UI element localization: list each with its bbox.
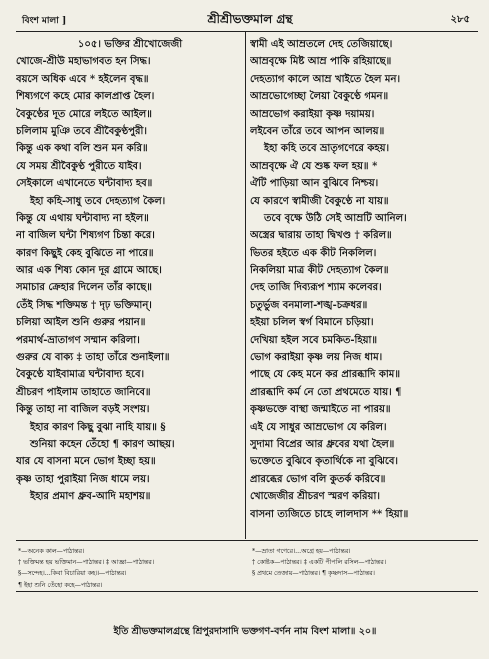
verse-line: পরমার্থ-ভ্রাতাগণ সম্মান করিলা। xyxy=(16,334,140,346)
verse-line: যে কারণে স্বামীজী বৈকুণ্ঠে না যায়॥ xyxy=(250,195,389,207)
footnote-line: † ভক্তিমন্ত হয় ভক্তিমান—পাঠান্তর। ‡ আজ্ঞা—পাঠান্তর। xyxy=(18,559,154,567)
footnote-line: † কোষ্টক—পাঠান্তর। ‡ একটি পীপলি রসিল—পাঠান্তর। xyxy=(252,559,386,567)
verse-line: আর এক শিষ্য কোন দূর গ্রামে আছে। xyxy=(16,265,162,277)
verse-line: ইহার প্রমাণ ধ্রুব-আদি মহাশয়॥ xyxy=(30,491,151,503)
footnote-line: ¶ ইহা শুনি তেঁহো কহে—পাঠান্তর। xyxy=(18,581,103,589)
verse-line: যার যে বাসনা মনে ভোগ ইচ্ছা হয়॥ xyxy=(16,456,156,468)
verse-line: প্রারব্ধাদি কর্ম নে তো প্রথমেতে যায়। ¶ xyxy=(250,386,402,398)
footnote-line: *—ভ্রাতা গণেরে।...অগ্রে হয়—পাঠান্তর। xyxy=(252,548,351,555)
footnote-line: § প্রথমে তেজায়—পাঠান্তর। ¶ কৃষ্ণদাস—পাঠান্তর। xyxy=(252,570,375,578)
verse-line: না বাজিল ঘন্টা শিষ্যগণ চিন্তা করে। xyxy=(16,230,155,242)
verse-line: চলিয়া আইল শুনি গুরুর পয়ান॥ xyxy=(16,317,146,329)
verse-line: বাসনা ত্যজিতে চাহে লালদাস ** হিয়া॥ xyxy=(250,508,409,520)
book-title: শ্রীশ্রীভক্তমাল গ্রন্থ xyxy=(207,12,293,26)
book-page xyxy=(10,9,480,649)
verse-line: সেইকালে এখানেতে ঘন্টাবাদ্য হব॥ xyxy=(16,178,153,190)
verse-line: লইবেন তাঁরে তবে আপন আলয়॥ xyxy=(250,125,385,137)
verse-line: ঐটি পাড়িয়া আন বুঝিবে নিশ্চয়। xyxy=(250,178,379,190)
verse-line: শুনিয়া কহেন তেঁহো ¶ কারণ আছয়। xyxy=(30,438,175,450)
verse-line: ভক্তেতে বুঝিবে কৃতার্থিকে না বুঝিবে। xyxy=(250,456,398,468)
verse-line: আম্রবৃক্ষে মিষ্ট আম্র পাকি রহিয়াছে॥ xyxy=(250,56,392,68)
verse-line: এই যে সাধুর আম্রভোগ যে করিল। xyxy=(250,421,387,433)
footnote-line: §—সন্দেহ।...কিবা বিচারিয়া কহ॥—পাঠান্তর। xyxy=(18,570,127,578)
verse-line: চতুর্ভুজ বনমালা-শঙ্খ-চক্রধর॥ xyxy=(250,299,368,311)
section-heading: ১০৫। ভক্তির শ্রীখোজেজী xyxy=(77,39,183,50)
verse-line: দেহ তাজি দিব্যরূপ শ্যাম কলেবর। xyxy=(250,282,382,294)
verse-line: খোজেজীর শ্রীচরণ স্মরণ করিয়া। xyxy=(250,491,380,503)
verse-line: দেখিয়া হইল সবে চমকিত-হিয়া॥ xyxy=(250,334,378,346)
verse-line: তেঁই সিদ্ধ শক্তিমন্ত † দৃঢ় ভক্তিমান্। xyxy=(16,299,152,311)
verse-line: বৈকুণ্ঠে যাইবামাত্র ঘন্টাবাদ্য হবে। xyxy=(16,369,145,381)
footnote-bottom-rule xyxy=(16,591,478,592)
verse-line: পাছে যে কেহ মনে কর প্রারব্ধাদি কাম॥ xyxy=(250,369,400,381)
running-section-label: বিংশ মালা ] xyxy=(22,16,67,26)
verse-line: যে সময় শ্রীবৈকুণ্ঠ পুরীতে যাইব। xyxy=(16,160,142,172)
verse-line: আম্রভোগেচ্ছা লৈয়া বৈকুণ্ঠে গমন॥ xyxy=(250,91,389,103)
footnote-line: *—অনেক কাল—পাঠান্তর। xyxy=(18,548,85,555)
verse-line: নিকলিয়া মাত্র কীট দেহত্যাগ কৈল॥ xyxy=(250,265,389,277)
footnote-rule xyxy=(16,540,478,541)
verse-line: দেহত্যাগ কালে আম্র খাইতে হৈল মন। xyxy=(250,73,401,85)
verse-line: কিন্তু এক কথা বলি শুন মন করি॥ xyxy=(16,143,148,155)
page-header xyxy=(10,9,480,33)
verse-line: স্বামী এই আম্রতলে দেহ তেজিয়াছে। xyxy=(250,39,393,50)
verse-line: আম্রবৃক্ষে ঐ যে শুষ্ক ফল হয়॥ * xyxy=(250,160,378,172)
column-divider xyxy=(245,31,246,539)
footnotes-right xyxy=(252,546,480,580)
verse-line: ইহা কহি-সাধু তবে দেহত্যাগ কৈল। xyxy=(30,195,166,207)
verse-line: ভোগ করাইয়া কৃষ্ণ লয় নিজ ধাম। xyxy=(250,352,383,364)
verse-line: বৈকুণ্ঠের দূত মোরে লইতে আইল॥ xyxy=(16,108,152,120)
verse-line: বয়সে অধিক এবে * হইলেন বৃদ্ধ॥ xyxy=(16,73,149,85)
verse-line: কারণ কিছুই কেহ বুঝিতে না পারে॥ xyxy=(16,247,154,259)
verse-line: কৃষ্ণভক্তে বাস্থা জন্মাইতে না পারয়॥ xyxy=(250,404,391,416)
verse-line: শ্রীচরণ পাইলাম তাহাতে জানিবে॥ xyxy=(16,386,151,398)
verse-line: হইয়া চলিল স্বর্গ বিমানে চড়িয়া। xyxy=(250,317,374,329)
header-rule xyxy=(16,31,478,32)
verse-line: ভিতর হইতে এক কীট নিকলিল। xyxy=(250,247,377,259)
right-column xyxy=(250,36,478,523)
verse-line: চলিলাম মুঞি তবে শ্রীবৈকুণ্ঠপুরী। xyxy=(16,125,147,137)
verse-line: কিন্তু তাহা না বাজিল বড়ই সংশয়। xyxy=(16,404,150,416)
footnotes-left xyxy=(18,546,246,591)
verse-line: প্রারব্ধের ভোগ বলি কুতর্ক করিবে॥ xyxy=(250,473,386,485)
verse-line: ইহার কারণ কিছু বুঝা নাহি যায়॥ § xyxy=(30,421,166,433)
verse-line: গুরুর যে বাক্য ‡ তাহা তাঁরে শুনাইলা॥ xyxy=(16,352,170,364)
verse-line: সমাচার ক্রেহার দিলেন তাঁর কাছে॥ xyxy=(16,282,152,294)
verse-line: কিন্তু যে এথায় ঘন্টাবাদ্য না হইল॥ xyxy=(16,212,149,224)
verse-line: খোজে-শ্রীউ মহাভাগবত হন সিদ্ধ। xyxy=(16,56,151,68)
chapter-colophon: ইতি শ্রীভক্তমালগ্রন্থে শ্রিপুরদাসাদি ভক্তগণ-বর্ণন নাম বিংশ মালা॥ ২০॥ xyxy=(113,626,377,637)
verse-line: কৃষ্ণ তাহা পুরাইয়া নিজ ধামে লয়। xyxy=(16,473,150,485)
verse-line: শিষ্যগণে কহে মোর কালপ্রাপ্ত হৈল। xyxy=(16,91,155,103)
page-number: ২৮৫ xyxy=(450,14,470,25)
verse-line: ইহা কহি তবে ভ্রাতৃগণেরে কহয়। xyxy=(264,143,390,155)
verse-line: আম্রভোগ করাইয়া কৃষ্ণ দয়াময়। xyxy=(250,108,375,120)
verse-line: সুদামা বিপ্রের আর ধ্রুবের যথা হৈল॥ xyxy=(250,438,395,450)
verse-line: তবে বৃক্ষে উঠি সেই আম্রটি আনিল। xyxy=(264,212,407,224)
verse-line: অস্ত্রের দ্বারায় তাহা দ্বিখণ্ড † করিল॥ xyxy=(250,230,392,242)
left-column xyxy=(16,36,244,506)
